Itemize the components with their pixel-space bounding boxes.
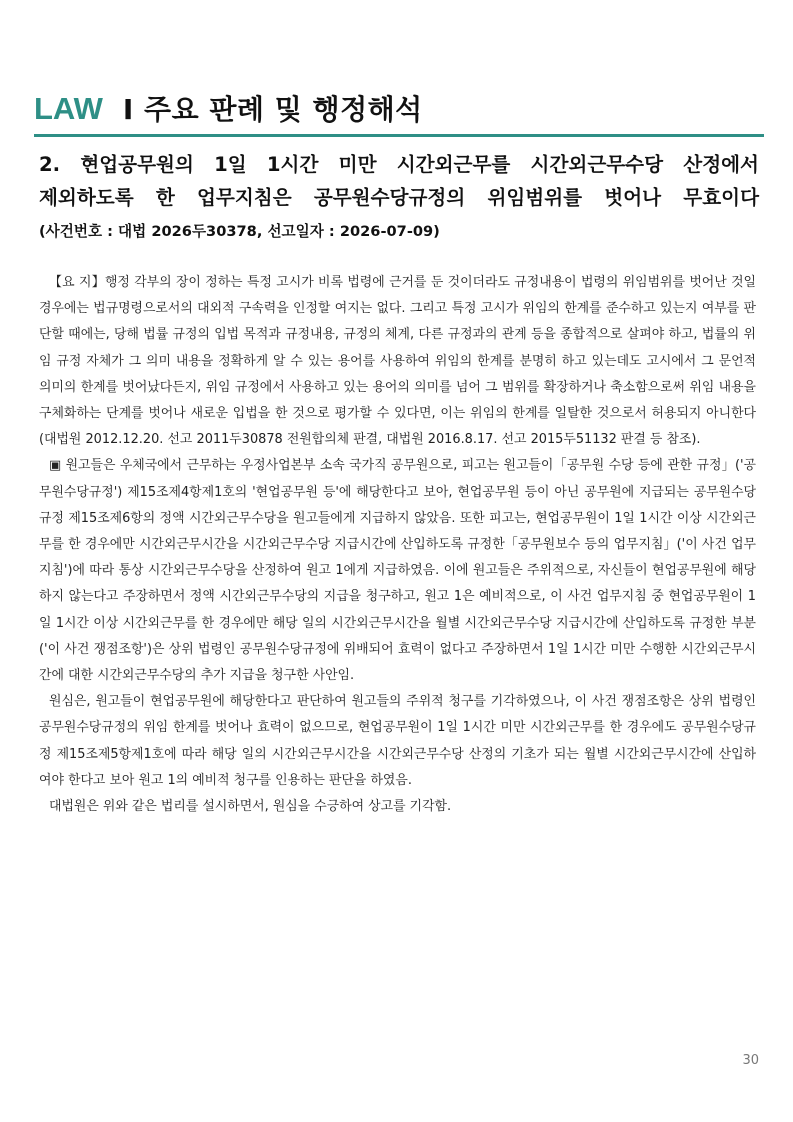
case-info: (사건번호 : 대법 2026두30378, 선고일자 : 2026-07-09) bbox=[39, 223, 440, 240]
summary-paragraph: 【요 지】행정 각부의 장이 정하는 특정 고시가 비록 법령에 근거를 둔 것이더라도 규정내용이 법령의 위임범위를 벗어난 것일 경우에는 법규명령으로서의 대외적 구속력을 인정할 여지는 없다. 그리고 특정 고시가 위임의 한계를 준수하고 있는지 여부를 판단할 때에는, 당해 법률 규정의 입법 목적과 규정내용, 규정의 체계, 다른 규정과의 관계 등을 종합적으로 살펴야 하고, 법률의 위임 규정 자체가 그 의미 내용을 정확하게 알 수 있는 용어를 사용하여 위임의 한계를 분명히 하고 있는데도 고시에서 그 문언적 의미의 한계를 벗어났다든지, 위임 규정에서 사용하고 있는 용어의 의미를 넘어 그 범위를 확장하거나 축소함으로써 위임 내용을 구체화하는 단계를 벗어나 새로운 입법을 한 것으로 평가할 수 있다면, 이는 위임의 한계를 일탈한 것으로서 허용되지 아니한다(대법원 2012.12.20. 선고 2011두30878 전원합의체 판결, 대법원 2016.8.17. 선고 2015두51132 판결 등 참조). bbox=[39, 275, 756, 448]
supreme-court-paragraph: 대법원은 위와 같은 법리를 설시하면서, 원심을 수긍하여 상고를 기각함. bbox=[49, 799, 452, 815]
facts-paragraph: ▣ 원고들은 우체국에서 근무하는 우정사업본부 소속 국가직 공무원으로, 피고는 원고들이「공무원 수당 등에 관한 규정」('공무원수당규정') 제15조제4항제1호의 '현업공무원 등'에 해당한다고 보아, 현업공무원 등이 아닌 공무원에 지급되는 공무원수당규정 제15조제6항의 정액 시간외근무수당을 원고들에게 지급하지 않았음. 또한 피고는, 현업공무원이 1일 1시간 이상 시간외근무를 한 경우에만 시간외근무시간을 시간외근무수당 지급시간에 산입하도록 규정한「공무원보수 등의 업무지침」('이 사건 업무지침')에 따라 통상 시간외근무수당을 산정하여 원고 1에게 지급하였음. 이에 원고들은 주위적으로, 자신들이 현업공무원에 해당하지 않는다고 주장하면서 정액 시간외근무수당의 지급을 청구하고, 원고 1은 예비적으로, 이 사건 업무지침 중 현업공무원이 1일 1시간 이상 시간외근무를 한 경우에만 해당 일의 시간외근무시간을 월별 시간외근무수당 지급시간에 산입하도록 규정한 부분('이 사건 쟁점조항')은 상위 법령인 공무원수당규정에 위배되어 효력이 없다고 주장하면서 1일 1시간 미만 수행한 시간외근무시간에 대한 시간외근무수당의 추가 지급을 청구한 사안임. bbox=[39, 458, 756, 684]
section-header bbox=[34, 88, 764, 137]
article-title bbox=[39, 148, 759, 214]
category-label: LAW bbox=[34, 91, 103, 126]
page-number: 30 bbox=[742, 1053, 759, 1068]
header-row bbox=[34, 88, 764, 128]
section-title: I 주요 판례 및 행정해석 bbox=[122, 93, 423, 126]
article-title-line-1: 2. 현업공무원의 1일 1시간 미만 시간외근무를 시간외근무수당 산정에서 bbox=[39, 153, 759, 176]
lower-court-paragraph: 원심은, 원고들이 현업공무원에 해당한다고 판단하여 원고들의 주위적 청구를 기각하였으나, 이 사건 쟁점조항은 상위 법령인 공무원수당규정의 위임 한계를 벗어나 효력이 없으므로, 현업공무원이 1일 1시간 미만 시간외근무를 한 경우에도 공무원수당규정 제15조제5항제1호에 따라 해당 일의 시간외근무시간을 시간외근무수당 산정의 기초가 되는 월별 시간외근무시간에 산입하여야 한다고 보아 원고 1의 예비적 청구를 인용하는 판단을 하였음. bbox=[39, 694, 756, 788]
article-title-line-2: 제외하도록 한 업무지침은 공무원수당규정의 위임범위를 벗어나 무효이다 bbox=[39, 186, 759, 209]
article-body bbox=[39, 270, 756, 820]
